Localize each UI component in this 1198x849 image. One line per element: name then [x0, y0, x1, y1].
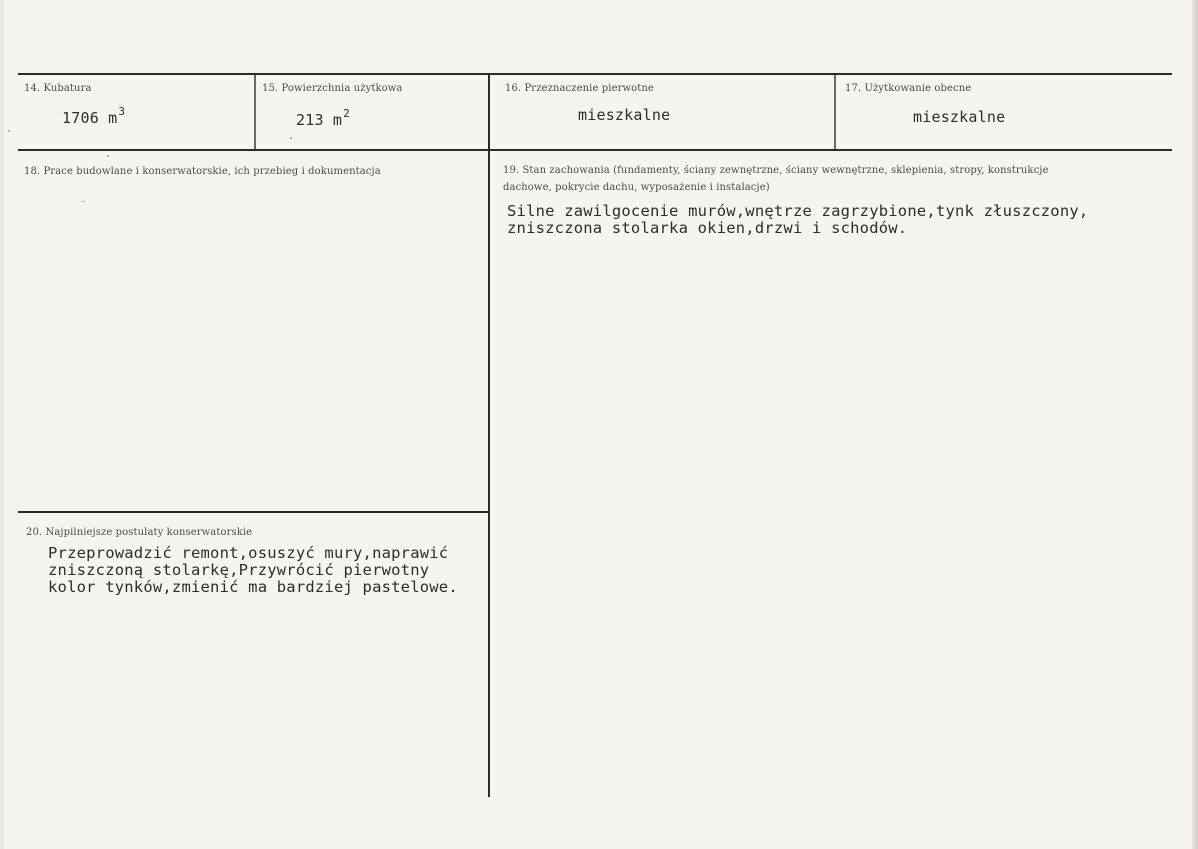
field-19-line-2: zniszczona stolarka okien,drzwi i schodów.: [507, 219, 908, 237]
row-separator-line: [18, 149, 1172, 151]
divider-16-17: [834, 75, 836, 149]
field-20-line-3: kolor tynków,zmienić ma bardziej pastelowe.: [48, 578, 458, 596]
field-20-label: 20. Najpilniejsze postulaty konserwatorskie: [26, 527, 253, 538]
field-16-label: 16. Przeznaczenie pierwotne: [505, 83, 654, 94]
field-15-value: [296, 107, 350, 129]
field-18-label: 18. Prace budowlane i konserwatorskie, ich przebieg i dokumentacja: [24, 166, 381, 177]
divider-15-16: [488, 75, 490, 797]
field-16-value: mieszkalne: [578, 106, 671, 124]
field-14-value: [62, 105, 126, 127]
field-14-unit-superscript: 3: [118, 105, 126, 118]
speck: [8, 130, 10, 132]
field-15-unit-superscript: 2: [343, 107, 350, 120]
field-14-label: 14. Kubatura: [24, 83, 92, 94]
field-20-line-2: zniszczoną stolarkę,Przywrócić pierwotny: [48, 561, 430, 579]
speck: [107, 155, 109, 157]
section-20-top-line: [18, 511, 488, 513]
paper-edge-right: [1192, 0, 1198, 849]
field-17-label: 17. Użytkowanie obecne: [845, 83, 972, 94]
field-19-value: [507, 203, 1088, 237]
top-border-line: [18, 73, 1172, 75]
paper-edge-left: [0, 0, 4, 849]
field-19-label: 19. Stan zachowania (fundamenty, ściany zewnętrzne, ściany wewnętrzne, sklepienia, stropy, konstrukcje dachowe, pokrycie dachu, wyposażenie i instalacje): [503, 165, 1049, 193]
divider-14-15: [254, 75, 256, 149]
speck: [290, 137, 292, 139]
field-20-value: [48, 545, 458, 596]
field-20-line-1: Przeprowadzić remont,osuszyć mury,naprawić: [48, 544, 449, 562]
speck: [82, 201, 85, 202]
field-15-number: 213 m: [296, 111, 343, 129]
field-17-value: mieszkalne: [913, 108, 1006, 126]
field-14-number: 1706 m: [62, 109, 118, 127]
field-19-line-1: Silne zawilgocenie murów,wnętrze zagrzybione,tynk złuszczony,: [507, 202, 1089, 220]
field-15-label: 15. Powierzchnia użytkowa: [262, 83, 403, 94]
